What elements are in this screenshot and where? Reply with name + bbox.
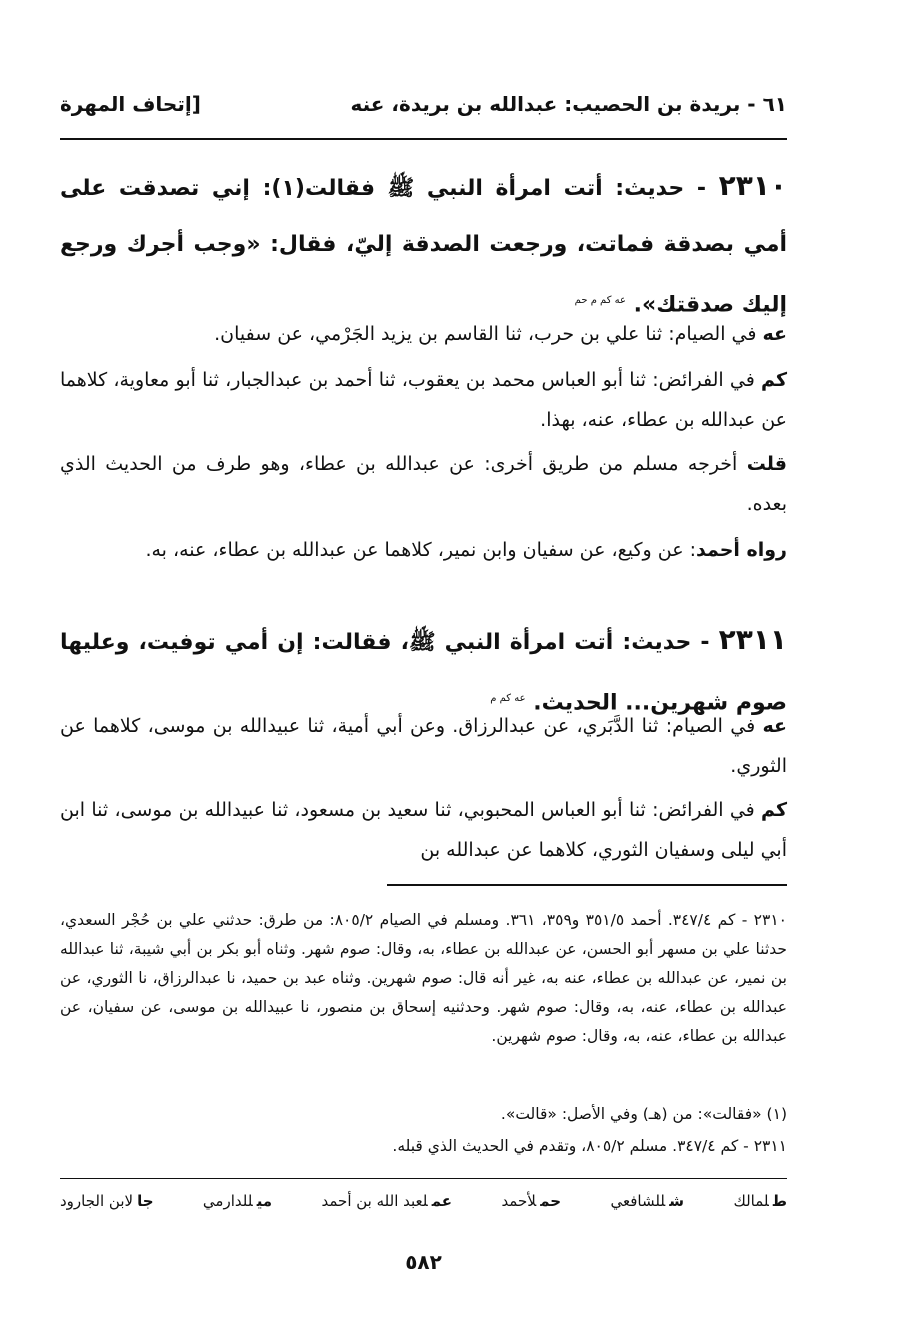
legend-item xyxy=(501,1192,561,1210)
legend-name: لمالك xyxy=(733,1192,769,1210)
footnote-divider xyxy=(387,884,787,886)
source-text: أخرجه مسلم من طريق أخرى: عن عبدالله بن عطاء، وهو طرف من الحديث الذي بعده. xyxy=(60,453,787,515)
source-text: في الصيام: ثنا علي بن حرب، ثنا القاسم بن يزيد الجَرْمي، عن سفيان. xyxy=(214,323,763,345)
entry-sigla: عه كم م xyxy=(490,693,526,704)
legend-code: عم xyxy=(431,1192,453,1210)
source-label: رواه أحمد xyxy=(695,539,787,561)
legend-item xyxy=(733,1192,787,1210)
source-label: قلت xyxy=(746,453,787,475)
header-divider xyxy=(60,138,787,140)
hadith-entry-2310 xyxy=(60,158,787,333)
book-title: [إتحاف المهرة xyxy=(60,92,201,116)
entry-sigla: عه كم م حم xyxy=(574,295,626,306)
legend-code: جا xyxy=(137,1192,154,1210)
source-text: في الفرائض: ثنا أبو العباس محمد بن يعقوب، ثنا أحمد بن عبدالجبار، ثنا أبو معاوية، كلاهما عن عبدالله بن عطاء، عنه، بهذا. xyxy=(60,369,787,431)
source-text: : عن وكيع، عن سفيان وابن نمير، كلاهما عن عبدالله بن عطاء، عنه، به. xyxy=(145,539,696,561)
legend-code: ش xyxy=(669,1192,685,1210)
legend-name: للشافعي xyxy=(610,1192,666,1210)
legend-item xyxy=(610,1192,684,1210)
legend-name: للدارمي xyxy=(202,1192,253,1210)
legend-code: مي xyxy=(256,1192,273,1210)
source-eh-2311 xyxy=(60,706,787,786)
entry-number: ٢٣١١ xyxy=(718,623,787,656)
book-page xyxy=(60,0,787,1329)
running-header xyxy=(60,88,787,120)
entry-text: - حديث: أتت امرأة النبي ﷺ، فقالت: إن أمي توفيت، وعليها صوم شهرين... الحديث. xyxy=(60,630,787,716)
footnote-2311: ٢٣١١ - كم ٣٤٧/٤. مسلم ٨٠٥/٢، وتقدم في الحديث الذي قبله. xyxy=(392,1137,787,1155)
abbreviation-legend xyxy=(60,1192,787,1210)
legend-name: لابن الجارود xyxy=(60,1192,134,1210)
legend-name: لعبد الله بن أحمد xyxy=(321,1192,428,1210)
legend-item xyxy=(60,1192,154,1210)
footnote-2310: ٢٣١٠ - كم ٣٤٧/٤. أحمد ٣٥١/٥ و٣٥٩، ٣٦١. ومسلم في الصيام ٨٠٥/٢: من طرق: حدثني علي بن حُجْر السعدي، حدثنا علي بن مسهر أبو الحسن، عن عبدالله بن عطاء، به، وقال: صوم شهر. وثناه أبو بكر بن أبي شيبة، ثنا عبدالله بن نمير، عن عبدالله بن عطاء، عنه به، غير أنه قال: صوم شهرين. وثناه عبد بن حميد، نا عبدالرزاق، نا الثوري، عن عبدالله بن عطاء، عنه، به، وقال: صوم شهر. وحدثنيه إسحاق بن منصور، نا عبيدالله بن موسى، عن سفيان، عن عبدالله بن عطاء، عنه، به، وقال: صوم شهرين. xyxy=(60,911,787,1045)
qult-note-2310 xyxy=(60,444,787,524)
chapter-title: ٦١ - بريدة بن الحصيب: عبدالله بن بريدة، عنه xyxy=(350,92,787,116)
page-number: ٥٨٢ xyxy=(405,1250,442,1274)
source-km-2310 xyxy=(60,360,787,440)
entry-number: ٢٣١٠ xyxy=(718,169,788,202)
ahmad-note-2310 xyxy=(60,530,787,570)
footnote-1: (١) «فقالت»: من (هـ) وفي الأصل: «قالت». xyxy=(500,1105,787,1123)
legend-item xyxy=(203,1192,272,1210)
source-label: كم xyxy=(761,369,787,391)
legend-name: لأحمد xyxy=(501,1192,537,1210)
source-label: كم xyxy=(761,799,787,821)
legend-divider xyxy=(60,1178,787,1179)
source-text: في الصيام: ثنا الدَّبَري، عن عبدالرزاق. وعن أبي أمية، ثنا عبيدالله بن موسى، كلاهما عن الثوري. xyxy=(60,715,787,777)
legend-item xyxy=(322,1192,453,1210)
source-label: عه xyxy=(762,715,787,737)
legend-code: حم xyxy=(540,1192,562,1210)
source-eh-2310 xyxy=(60,314,787,354)
source-label: عه xyxy=(762,323,787,345)
legend-code: ط xyxy=(772,1192,787,1210)
source-text: في الفرائض: ثنا أبو العباس المحبوبي، ثنا سعيد بن مسعود، ثنا عبيدالله بن موسى، ثنا ابن أبي ليلى وسفيان الثوري، كلاهما عن عبدالله بن xyxy=(60,799,787,861)
entry-text: - حديث: أتت امرأة النبي ﷺ فقالت(١): إني تصدقت على أمي بصدقة فماتت، ورجعت الصدقة إليّ، فقال: «وجب أجرك ورجع إليك صدقتك». xyxy=(60,176,787,318)
source-km-2311 xyxy=(60,790,787,870)
